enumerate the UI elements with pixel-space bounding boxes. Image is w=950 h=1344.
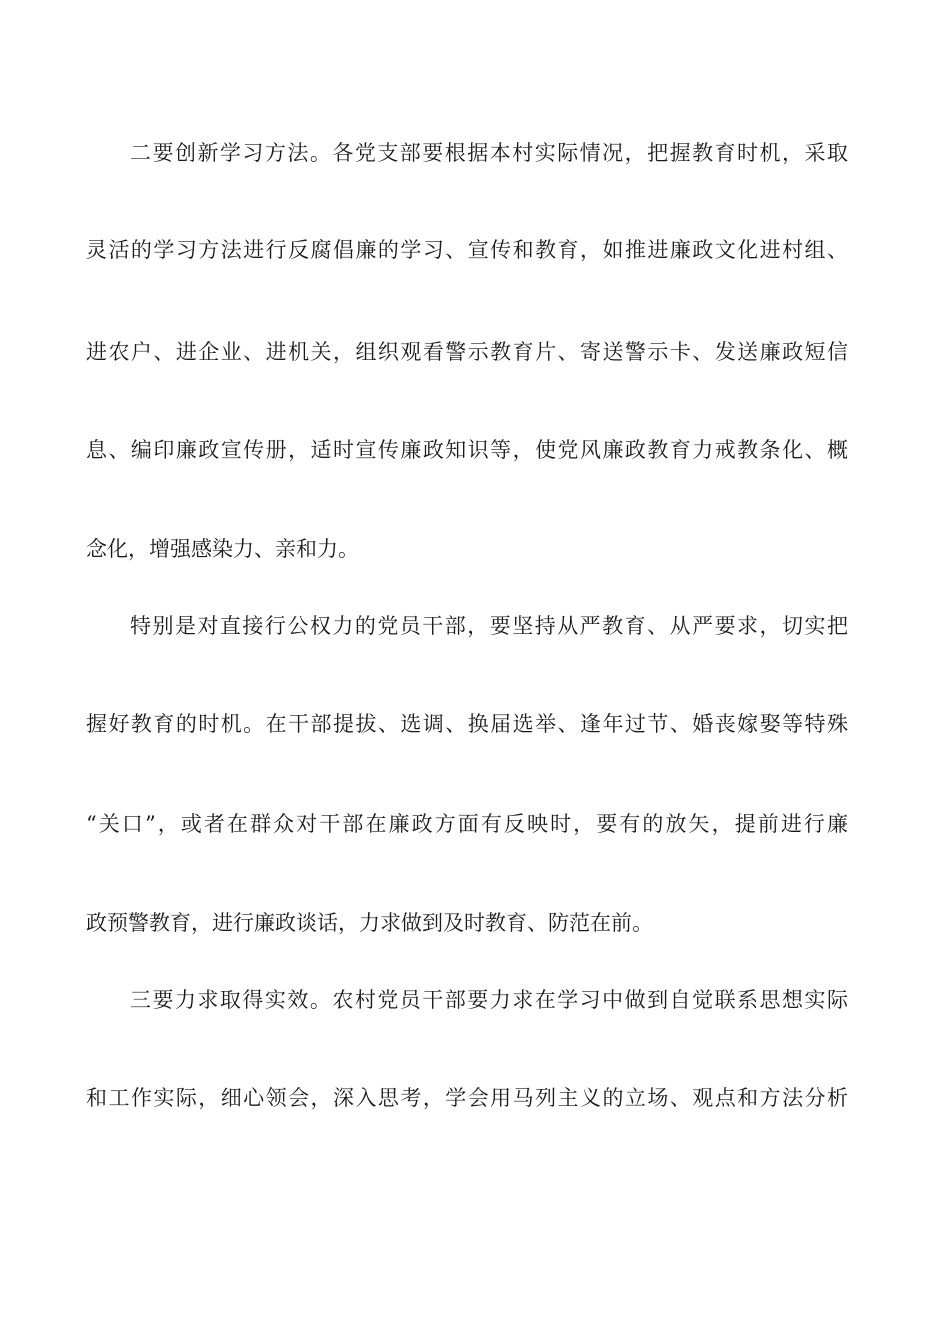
text-line: 念化，增强感染力、亲和力。 [86, 537, 359, 561]
text-line: 二要创新学习方法。各党支部要根据本村实际情况，把握教育时机，采取 [130, 141, 848, 165]
text-line: 和工作实际，细心领会，深入思考，学会用马列主义的立场、观点和方法分析 [86, 1086, 848, 1110]
text-line: 灵活的学习方法进行反腐倡廉的学习、宣传和教育，如推进廉政文化进村组、 [86, 238, 848, 262]
text-line: 三要力求取得实效。农村党员干部要力求在学习中做到自觉联系思想实际 [130, 988, 848, 1012]
text-line: 息、编印廉政宣传册，适时宣传廉政知识等，使党风廉政教育力戒教条化、概 [86, 438, 848, 462]
text-line: 政预警教育，进行廉政谈话，力求做到及时教育、防范在前。 [86, 911, 653, 935]
text-line: “关口”，或者在群众对干部在廉政方面有反映时，要有的放矢，提前进行廉 [86, 812, 848, 836]
text-line: 特别是对直接行公权力的党员干部，要坚持从严教育、从严要求，切实把 [130, 614, 848, 638]
text-line: 进农户、进企业、进机关，组织观看警示教育片、寄送警示卡、发送廉政短信 [86, 340, 848, 364]
text-line: 握好教育的时机。在干部提拔、选调、换届选举、逢年过节、婚丧嫁娶等特殊 [86, 712, 848, 736]
